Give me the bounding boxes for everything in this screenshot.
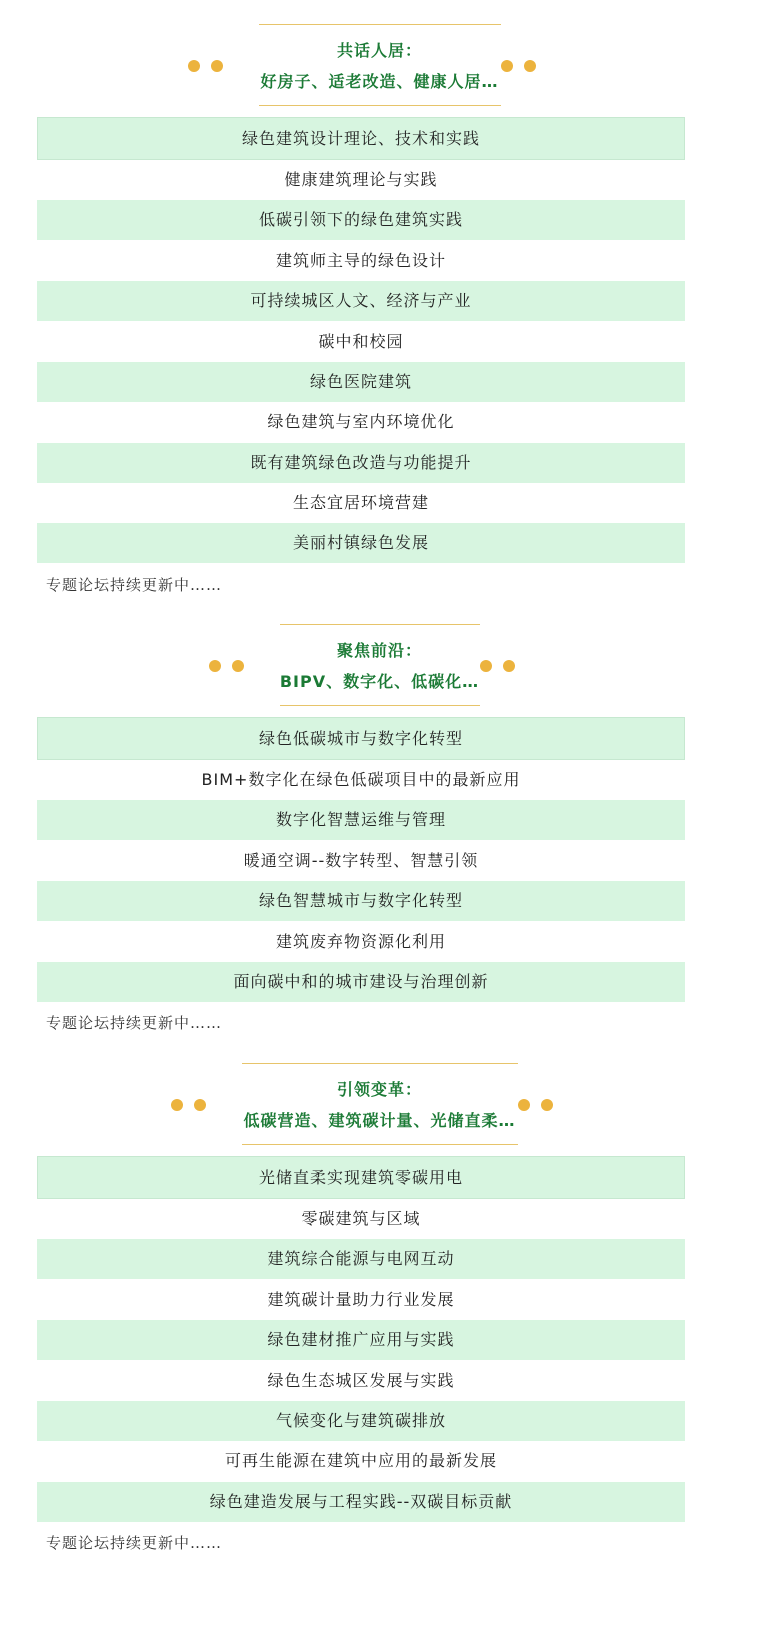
dot-icon (171, 1099, 183, 1111)
section-title: 共话人居： (336, 41, 422, 60)
forum-item[interactable]: 可再生能源在建筑中应用的最新发展 (224, 1451, 497, 1470)
dot-icon (541, 1099, 553, 1111)
left-dots-decoration (171, 1099, 206, 1111)
dot-icon (209, 660, 221, 672)
forum-item[interactable]: 绿色建造发展与工程实践--双碳目标贡献 (37, 1482, 685, 1522)
forum-item[interactable]: 暖通空调--数字转型、智慧引领 (243, 851, 479, 870)
section-living (0, 24, 759, 104)
section-title: 聚焦前沿： (336, 641, 422, 660)
forum-item[interactable]: 碳中和校园 (318, 332, 404, 351)
forum-item[interactable]: 绿色医院建筑 (37, 362, 685, 402)
dot-icon (503, 660, 515, 672)
forum-item[interactable]: 建筑碳计量助力行业发展 (267, 1290, 455, 1309)
section-title: 引领变革： (336, 1080, 422, 1099)
forum-item[interactable]: BIM+数字化在绿色低碳项目中的最新应用 (201, 770, 521, 789)
section-header-box (259, 24, 501, 106)
forum-item[interactable]: 可持续城区人文、经济与产业 (37, 281, 685, 321)
dot-icon (501, 60, 513, 72)
dot-icon (480, 660, 492, 672)
section-header (0, 1063, 759, 1143)
section-subtitle: 好房子、适老改造、健康人居… (260, 72, 499, 91)
update-note: 专题论坛持续更新中…… (46, 576, 223, 594)
forum-item[interactable]: 数字化智慧运维与管理 (37, 800, 685, 840)
right-dots-decoration (518, 1099, 553, 1111)
forum-item[interactable]: 健康建筑理论与实践 (284, 170, 438, 189)
left-dots-decoration (209, 660, 244, 672)
section-header (0, 624, 759, 704)
forum-item[interactable]: 低碳引领下的绿色建筑实践 (37, 200, 685, 240)
forum-item[interactable]: 绿色智慧城市与数字化转型 (37, 881, 685, 921)
forum-item[interactable]: 既有建筑绿色改造与功能提升 (37, 443, 685, 483)
forum-item[interactable]: 生态宜居环境营建 (292, 493, 429, 512)
dot-icon (194, 1099, 206, 1111)
section-frontier (0, 624, 759, 704)
forum-item[interactable]: 建筑废弃物资源化利用 (275, 932, 446, 951)
section-header (0, 24, 759, 104)
update-note: 专题论坛持续更新中…… (46, 1534, 223, 1552)
forum-item[interactable]: 建筑综合能源与电网互动 (37, 1239, 685, 1279)
forum-item[interactable]: 气候变化与建筑碳排放 (37, 1401, 685, 1441)
dot-icon (211, 60, 223, 72)
right-dots-decoration (501, 60, 536, 72)
section-header-box (280, 624, 480, 706)
forum-item[interactable]: 建筑师主导的绿色设计 (275, 251, 446, 270)
section-subtitle: 低碳营造、建筑碳计量、光储直柔… (243, 1111, 516, 1130)
forum-item[interactable]: 美丽村镇绿色发展 (37, 523, 685, 563)
forum-item[interactable]: 零碳建筑与区域 (301, 1209, 421, 1228)
dot-icon (518, 1099, 530, 1111)
forum-item[interactable]: 面向碳中和的城市建设与治理创新 (37, 962, 685, 1002)
forum-item[interactable]: 绿色建材推广应用与实践 (37, 1320, 685, 1360)
section-subtitle: BIPV、数字化、低碳化… (279, 672, 480, 691)
right-dots-decoration (480, 660, 515, 672)
forum-item[interactable]: 光储直柔实现建筑零碳用电 (37, 1156, 685, 1199)
forum-item[interactable]: 绿色建筑与室内环境优化 (267, 412, 455, 431)
forum-item[interactable]: 绿色生态城区发展与实践 (267, 1371, 455, 1390)
section-transformation (0, 1063, 759, 1143)
forum-item[interactable]: 绿色低碳城市与数字化转型 (37, 717, 685, 760)
section-header-box (242, 1063, 518, 1145)
left-dots-decoration (188, 60, 223, 72)
forum-item[interactable]: 绿色建筑设计理论、技术和实践 (37, 117, 685, 160)
dot-icon (188, 60, 200, 72)
dot-icon (524, 60, 536, 72)
dot-icon (232, 660, 244, 672)
update-note: 专题论坛持续更新中…… (46, 1014, 223, 1032)
